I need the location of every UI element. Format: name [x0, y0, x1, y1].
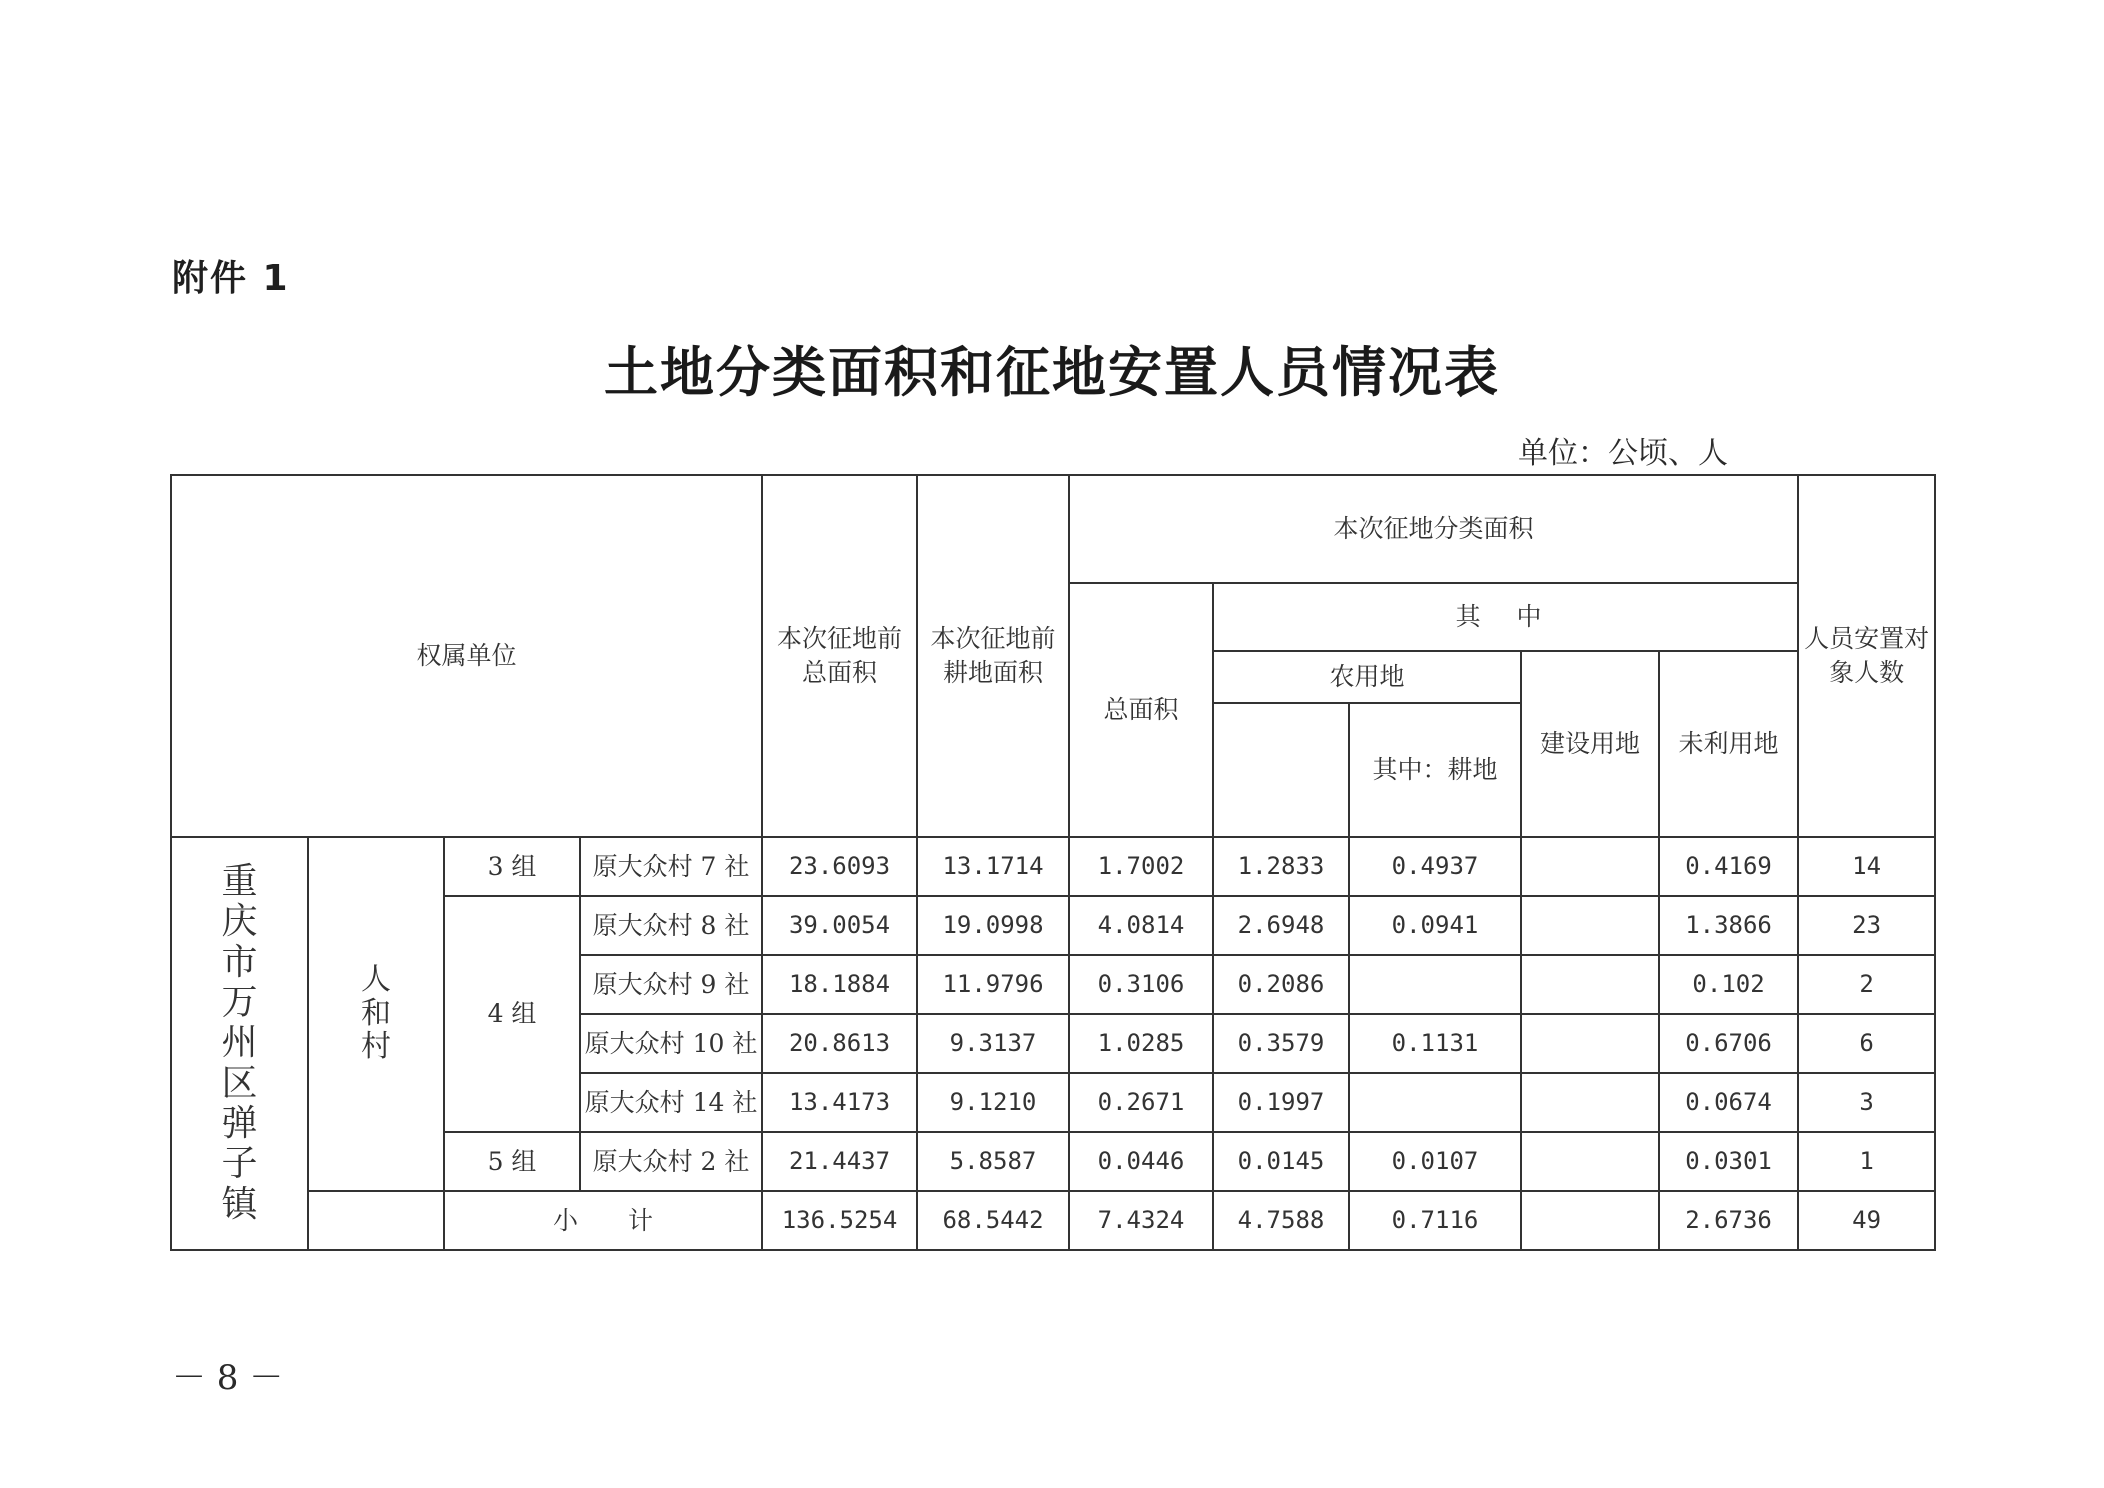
unit-note: 单位：公顷、人	[1518, 436, 1728, 471]
document-title: 土地分类面积和征地安置人员情况表	[604, 341, 1500, 404]
unit-cell: 原大众村 7 社	[580, 837, 762, 896]
arable-cell	[1349, 955, 1521, 1014]
pre-arable-cell: 5.8587	[917, 1132, 1069, 1191]
agri-cell: 1.2833	[1213, 837, 1349, 896]
pre-total-area-header	[762, 475, 917, 837]
arable-cell: 0.4937	[1349, 837, 1521, 896]
resettled-header	[1798, 475, 1935, 837]
pre-total-cell: 21.4437	[762, 1132, 917, 1191]
construction-cell	[1521, 1014, 1659, 1073]
agricultural-header: 农用地	[1213, 651, 1521, 703]
unused-cell: 0.6706	[1659, 1014, 1798, 1073]
subtotal-village-blank	[308, 1191, 444, 1250]
total-cell: 0.3106	[1069, 955, 1213, 1014]
unit-cell: 原大众村 10 社	[580, 1014, 762, 1073]
pre-arable-cell: 9.3137	[917, 1014, 1069, 1073]
village-cell	[308, 837, 444, 1191]
resettled-label: 人员安置对象人数	[1804, 624, 1930, 687]
region-cell	[171, 837, 308, 1250]
page-number: － 8 －	[172, 1358, 284, 1398]
unit-cell: 原大众村 14 社	[580, 1073, 762, 1132]
unit-cell: 原大众村 2 社	[580, 1132, 762, 1191]
subtotal-label: 小 计	[444, 1191, 762, 1250]
agri-cell: 0.2086	[1213, 955, 1349, 1014]
group-cell: 5 组	[444, 1132, 580, 1191]
pre-arable-cell: 13.1714	[917, 837, 1069, 896]
people-cell: 1	[1798, 1132, 1935, 1191]
people-cell: 14	[1798, 837, 1935, 896]
arable-cell: 0.0941	[1349, 896, 1521, 955]
unused-cell: 0.102	[1659, 955, 1798, 1014]
total-cell: 0.0446	[1069, 1132, 1213, 1191]
pre-arable-cell: 9.1210	[917, 1073, 1069, 1132]
subtotal-arable: 0.7116	[1349, 1191, 1521, 1250]
pre-arable-cell: 11.9796	[917, 955, 1069, 1014]
unused-cell: 0.0674	[1659, 1073, 1798, 1132]
pre-total-cell: 18.1884	[762, 955, 917, 1014]
agri-cell: 2.6948	[1213, 896, 1349, 955]
attachment-label: 附件 1	[172, 258, 290, 299]
of-which-arable-header: 其中：耕地	[1349, 703, 1521, 837]
owner-header: 权属单位	[171, 475, 762, 837]
classified-area-header: 本次征地分类面积	[1069, 475, 1798, 583]
header-row-1	[171, 475, 1935, 583]
pre-arable-cell: 19.0998	[917, 896, 1069, 955]
subtotal-construction	[1521, 1191, 1659, 1250]
people-cell: 23	[1798, 896, 1935, 955]
group-cell: 3 组	[444, 837, 580, 896]
pre-total-cell: 23.6093	[762, 837, 917, 896]
total-area-header: 总面积	[1069, 583, 1213, 837]
pre-arable-area-label: 本次征地前耕地面积	[930, 624, 1056, 687]
group-cell: 4 组	[444, 896, 580, 1132]
pre-total-area-label: 本次征地前总面积	[777, 624, 903, 687]
pre-total-cell: 39.0054	[762, 896, 917, 955]
construction-cell	[1521, 837, 1659, 896]
pre-total-cell: 13.4173	[762, 1073, 917, 1132]
table-container	[170, 474, 1936, 1251]
arable-cell: 0.0107	[1349, 1132, 1521, 1191]
subtotal-agri: 4.7588	[1213, 1191, 1349, 1250]
pre-arable-area-header	[917, 475, 1069, 837]
subtotal-unused: 2.6736	[1659, 1191, 1798, 1250]
construction-header: 建设用地	[1521, 651, 1659, 837]
total-cell: 1.0285	[1069, 1014, 1213, 1073]
unit-cell: 原大众村 9 社	[580, 955, 762, 1014]
construction-cell	[1521, 1073, 1659, 1132]
unit-cell: 原大众村 8 社	[580, 896, 762, 955]
subtotal-pre-total: 136.5254	[762, 1191, 917, 1250]
unused-cell: 0.0301	[1659, 1132, 1798, 1191]
unused-header: 未利用地	[1659, 651, 1798, 837]
agri-cell: 0.1997	[1213, 1073, 1349, 1132]
pre-total-cell: 20.8613	[762, 1014, 917, 1073]
among-header: 其 中	[1213, 583, 1798, 651]
people-cell: 3	[1798, 1073, 1935, 1132]
agri-cell: 0.0145	[1213, 1132, 1349, 1191]
people-cell: 2	[1798, 955, 1935, 1014]
construction-cell	[1521, 896, 1659, 955]
unused-cell: 1.3866	[1659, 896, 1798, 955]
arable-cell	[1349, 1073, 1521, 1132]
unused-cell: 0.4169	[1659, 837, 1798, 896]
agri-cell: 0.3579	[1213, 1014, 1349, 1073]
construction-cell	[1521, 955, 1659, 1014]
village-label: 人和村	[361, 962, 391, 1065]
table-row	[171, 837, 1935, 896]
arable-cell: 0.1131	[1349, 1014, 1521, 1073]
total-cell: 0.2671	[1069, 1073, 1213, 1132]
subtotal-row	[171, 1191, 1935, 1250]
construction-cell	[1521, 1132, 1659, 1191]
subtotal-pre-arable: 68.5442	[917, 1191, 1069, 1250]
people-cell: 6	[1798, 1014, 1935, 1073]
agri-blank-header	[1213, 703, 1349, 837]
total-cell: 4.0814	[1069, 896, 1213, 955]
subtotal-people: 49	[1798, 1191, 1935, 1250]
total-cell: 1.7002	[1069, 837, 1213, 896]
region-label: 重庆市万州区弹子镇	[221, 861, 258, 1225]
subtotal-total: 7.4324	[1069, 1191, 1213, 1250]
land-table	[170, 474, 1936, 1251]
